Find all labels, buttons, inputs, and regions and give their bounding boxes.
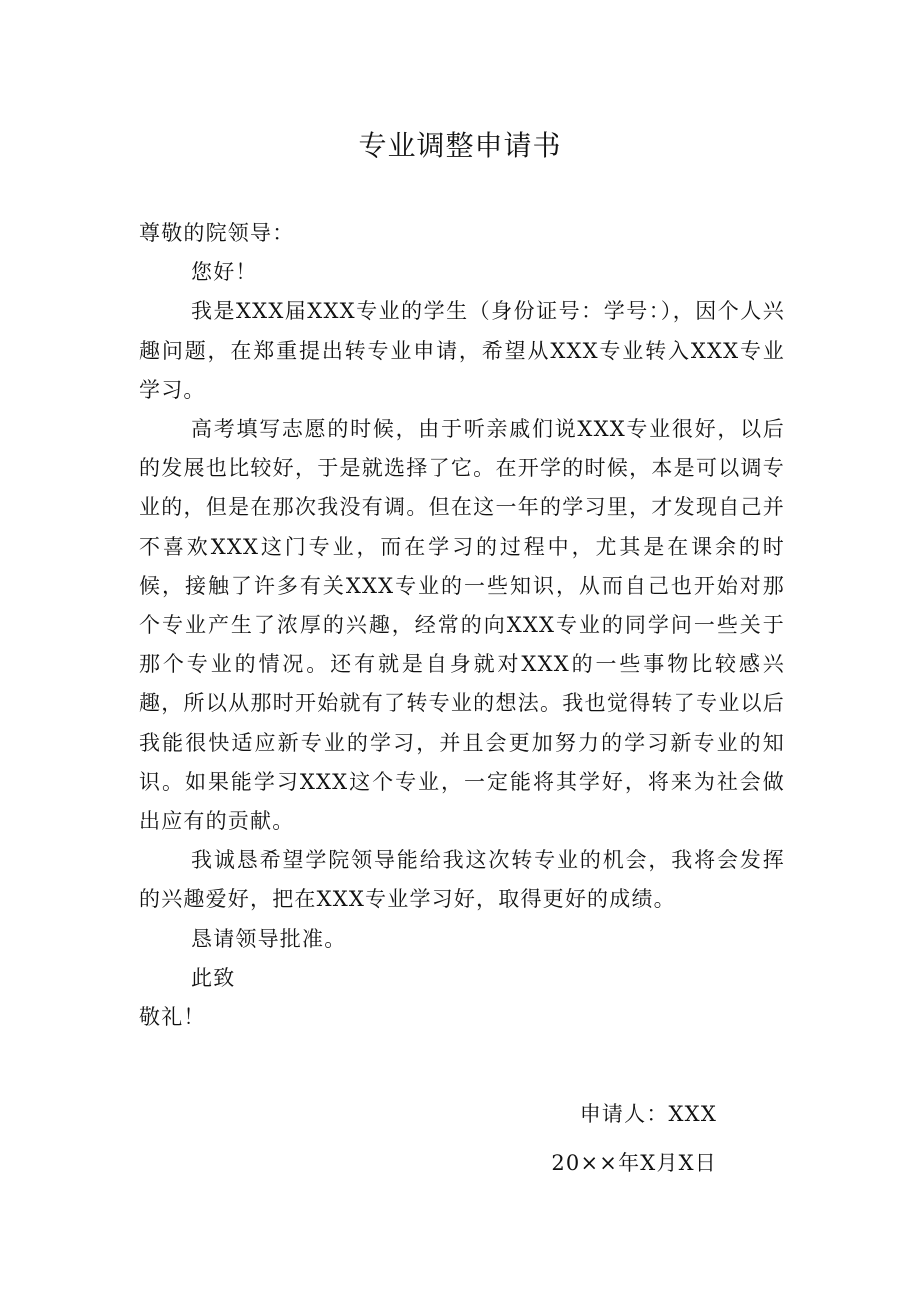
paragraph-reason: 高考填写志愿的时候，由于听亲戚们说XXX专业很好，以后的发展也比较好，于是就选择了它。在开学的时候，本是可以调专业的，但是在那次我没有调。但在这一年的学习里，才发现自己并不喜欢XXX这门专业，而在学习的过程中，尤其是在课余的时候，接触了许多有关XXX专业的一些知识，从而自己也开始对那个专业产生了浓厚的兴趣，经常的向XXX专业的同学问一些关于那个专业的情况。还有就是自身就对XXX的一些事物比较感兴趣，所以从那时开始就有了转专业的想法。我也觉得转了专业以后我能很快适应新专业的学习，并且会更加努力的学习新专业的知识。如果能学习XXX这个专业，一定能将其学好，将来为社会做出应有的贡献。 bbox=[139, 417, 785, 834]
greeting: 您好！ bbox=[191, 260, 258, 285]
closing-salute: 此致 bbox=[191, 965, 236, 990]
paragraph-request: 恳请领导批准。 bbox=[191, 926, 347, 951]
document-title: 专业调整申请书 bbox=[358, 129, 562, 162]
closing-respect: 敬礼！ bbox=[139, 1005, 206, 1030]
signature-date: 20××年X月X日 bbox=[551, 1151, 717, 1175]
applicant-signature: 申请人：XXX bbox=[579, 1102, 717, 1126]
letter-body bbox=[139, 214, 785, 1037]
salutation: 尊敬的院领导： bbox=[139, 221, 295, 245]
paragraph-intro: 我是XXX届XXX专业的学生（身份证号：学号：），因个人兴趣问题，在郑重提出转专业申请，希望从XXX专业转入XXX专业学习。 bbox=[139, 299, 785, 402]
paragraph-hope: 我诚恳希望学院领导能给我这次转专业的机会，我将会发挥的兴趣爱好，把在XXX专业学习好，取得更好的成绩。 bbox=[139, 848, 785, 912]
